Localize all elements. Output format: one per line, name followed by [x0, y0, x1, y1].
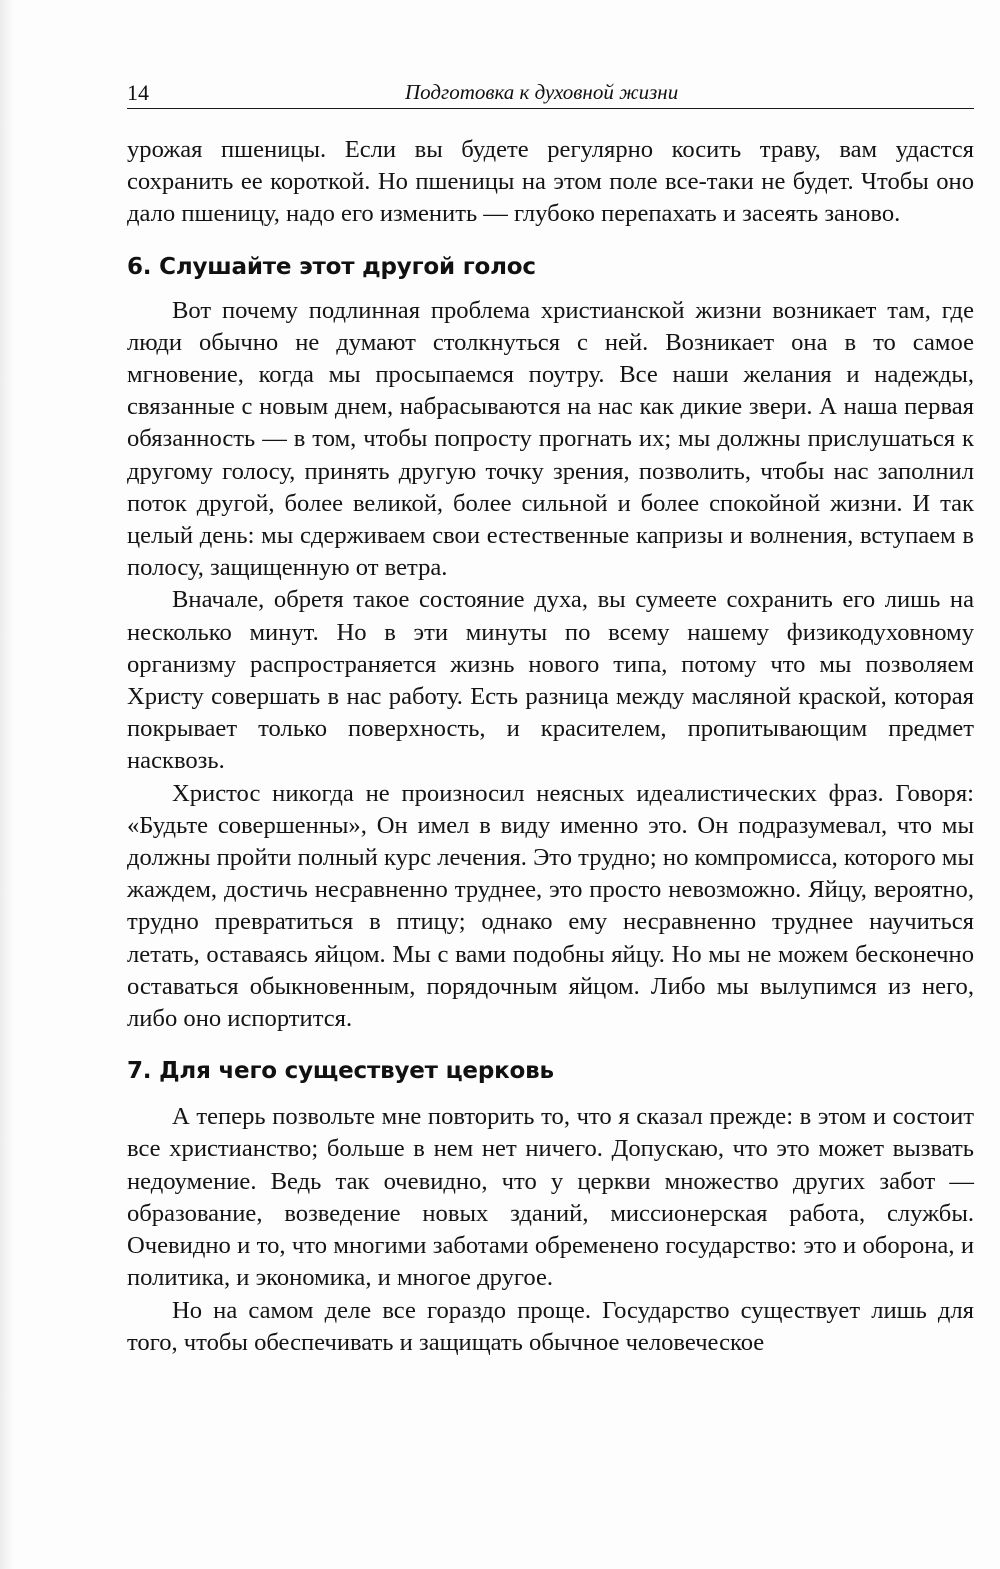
- running-header: [127, 78, 974, 109]
- running-title: Подготовка к духовной жизни: [405, 80, 679, 104]
- paragraph: Вот почему подлинная проблема христианской жизни возникает там, где люди обычно не думают столкнуться с ней. Возникает она в то самое мгновение, когда мы просыпаемся поутру. Все наши желания и надежды, связанные с новым днем, набрасываются на нас как дикие звери. А наша первая обязанность — в том, чтобы попросту прогнать их; мы должны прислушаться к другому голосу, принять другую точку зрения, позволить, чтобы нас заполнил поток другой, более великой, более сильной и более спокойной жизни. И так целый день: мы сдерживаем свои естественные капризы и волнения, вступаем в полосу, защищенную от ветра.: [127, 296, 974, 582]
- paragraph: Вначале, обретя такое состояние духа, вы сумеете сохранить его лишь на несколько минут. Но в эти минуты по всему нашему физикодуховному организму распространяется жизнь нового типа, потому что мы позволяем Христу совершать в нас работу. Есть разница между масляной краской, которая покрывает только поверхность, и красителем, пропитывающим предмет насквозь.: [127, 586, 974, 775]
- page-number: 14: [127, 80, 149, 105]
- body-text: [127, 134, 974, 1359]
- page-edge-shadow: [0, 0, 14, 1569]
- paragraph: А теперь позвольте мне повторить то, что я сказал прежде: в этом и состоит все христианство; больше в нем нет ничего. Допускаю, что это может вызвать недоумение. Ведь так очевидно, что у церкви множество других забот — образование, возведение новых зданий, миссионерская работа, службы. Очевидно и то, что многими заботами обременено государство: это и оборона, и политика, и экономика, и многое другое.: [127, 1103, 974, 1292]
- paragraph-continuation: урожая пшеницы. Если вы будете регулярно косить траву, вам удастся сохранить ее короткой. Но пшеницы на этом поле все-таки не будет. Чтобы оно дало пшеницу, надо его изменить — глубоко перепахать и засеять заново.: [127, 136, 974, 228]
- paragraph: Но на самом деле все гораздо проще. Государство существует лишь для того, чтобы обеспечивать и защищать обычное человеческое: [127, 1296, 974, 1356]
- paragraph: Христос никогда не произносил неясных идеалистических фраз. Говоря: «Будьте совершенны», Он имел в виду именно это. Он подразумевал, что мы должны пройти полный курс лечения. Это трудно; но компромисса, которого мы жаждем, достичь несравненно труднее, это просто невозможно. Яйцу, вероятно, трудно превратиться в птицу; однако ему несравненно труднее научиться летать, оставаясь яйцом. Мы с вами подобны яйцу. Но мы не можем бесконечно оставаться обыкновенным, порядочным яйцом. Либо мы вылупимся из него, либо оно испортится.: [127, 779, 974, 1033]
- section-heading-6: 6. Слушайте этот другой голос: [127, 253, 536, 280]
- section-heading-7: 7. Для чего существует церковь: [127, 1058, 554, 1085]
